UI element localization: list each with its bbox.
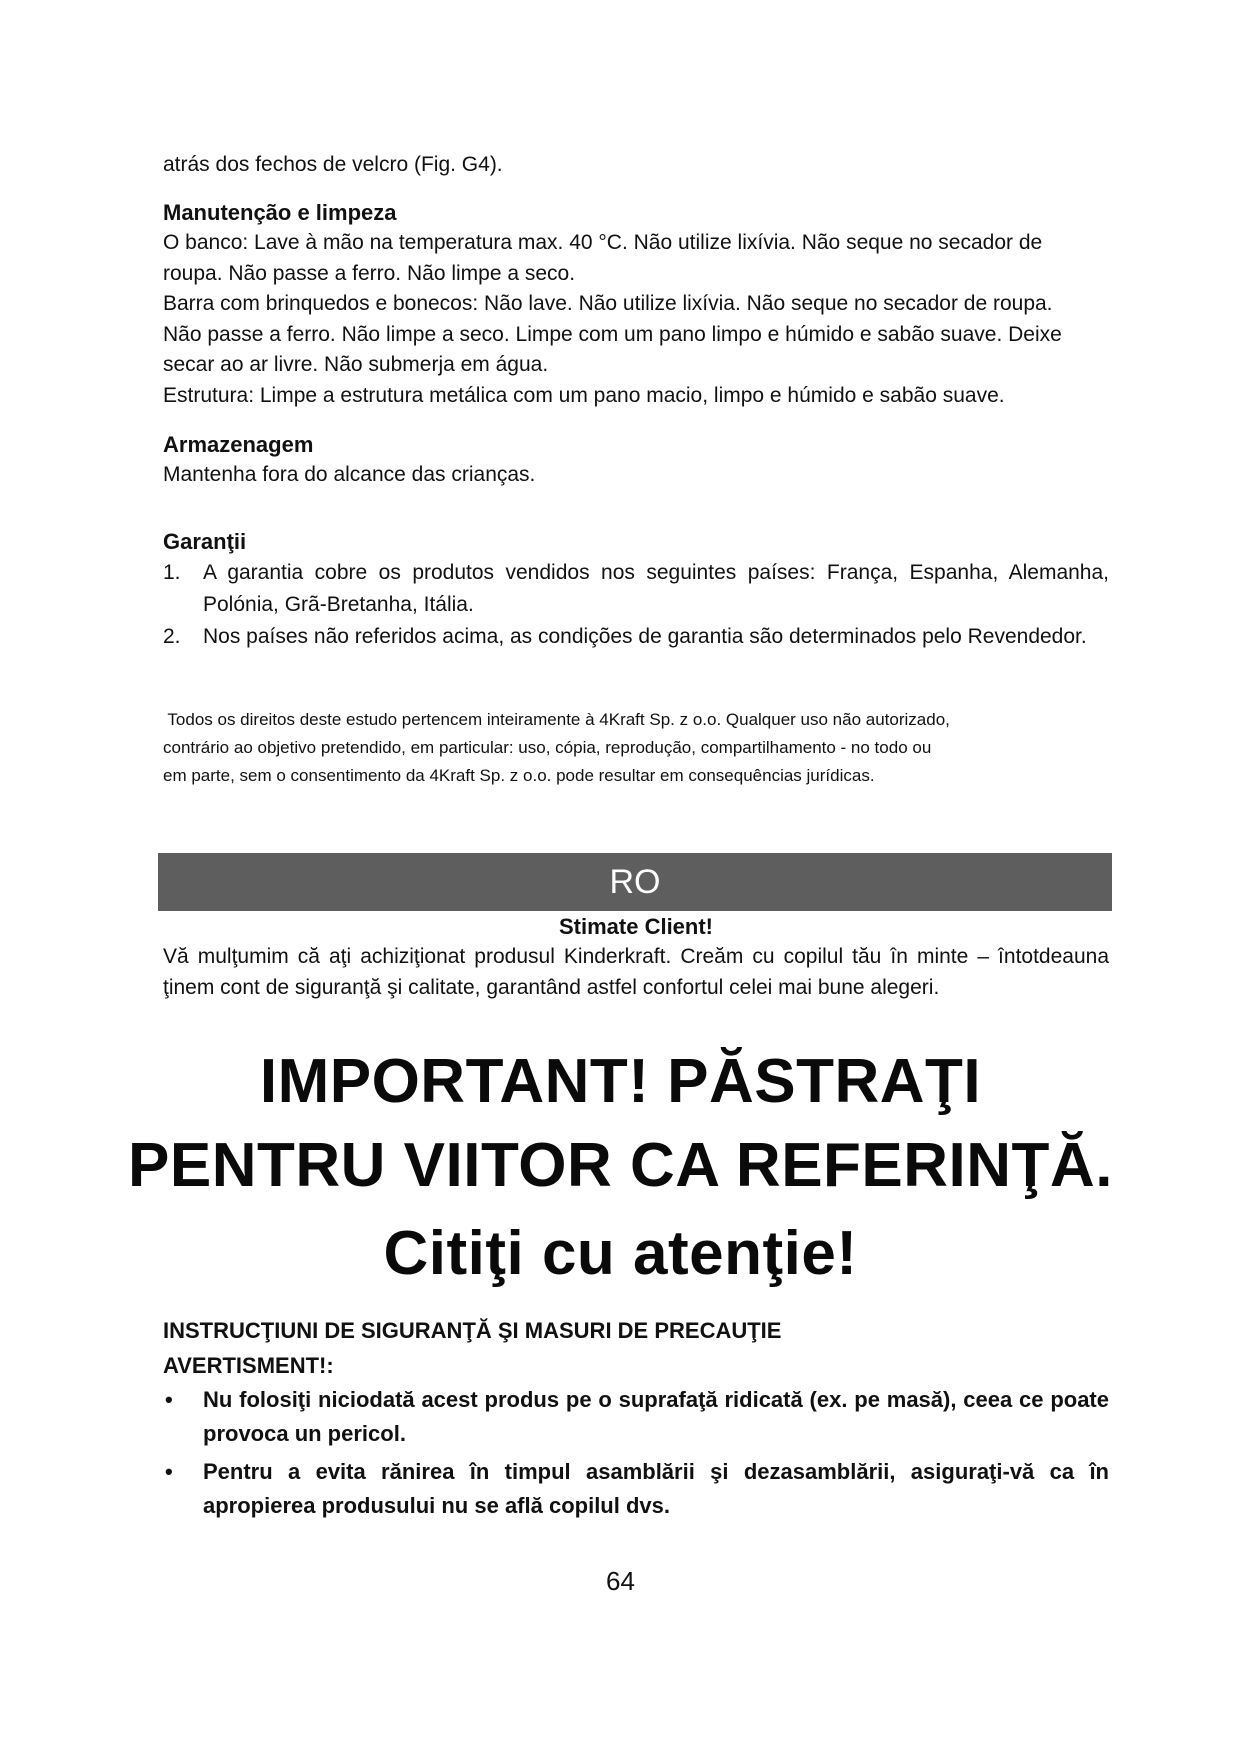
storage-heading: Armazenagem — [163, 432, 314, 457]
important-line: IMPORTANT! PĂSTRAŢI — [259, 1047, 982, 1116]
bullet-icon: • — [165, 1387, 173, 1412]
list-text: Pentru a evita rănirea în timpul asamblării şi dezasamblării, asiguraţi-vă ca în apropierea produsului nu se află copilul dvs. — [203, 1459, 1109, 1518]
safety-heading: INSTRUCŢIUNI DE SIGURANŢĂ ŞI MASURI DE PRECAUŢIE — [163, 1318, 782, 1343]
copyright-line: Todos os direitos deste estudo pertencem inteiramente à 4Kraft Sp. z o.o. Qualquer uso não autorizado, — [163, 710, 950, 729]
warranty-section — [163, 527, 1109, 653]
list-item — [163, 1383, 1109, 1451]
copyright-line: contrário ao objetivo pretendido, em particular: uso, cópia, reprodução, compartilhamento - no todo ou — [163, 738, 932, 757]
intro-line: atrás dos fechos de velcro (Fig. G4). — [163, 153, 503, 176]
list-text: Nos países não referidos acima, as condições de garantia são determinados pelo Revendedor. — [203, 625, 1087, 648]
warranty-heading: Garanţii — [163, 529, 247, 554]
language-banner: RO — [158, 853, 1112, 911]
maintenance-line: Não passe a ferro. Não limpe a seco. Limpe com um pano limpo e húmido e sabão suave. Deixe — [163, 322, 1062, 346]
greeting: Stimate Client! — [558, 914, 714, 939]
list-text: A garantia cobre os produtos vendidos nos seguintes países: França, Espanha, Alemanha, Polónia, Grã-Bretanha, Itália. — [203, 561, 1109, 616]
important-line: PENTRU VIITOR CA REFERINŢĂ. — [128, 1131, 1113, 1200]
important-line: Citiţi cu atenţie! — [383, 1219, 858, 1288]
safety-section — [163, 1313, 1109, 1523]
warranty-list — [163, 557, 1109, 653]
list-item — [163, 621, 1109, 653]
list-item — [163, 1455, 1109, 1523]
maintenance-line: roupa. Não passe a ferro. Não limpe a seco. — [163, 261, 576, 285]
maintenance-line: secar ao ar livre. Não submerja em água. — [163, 353, 549, 376]
ro-intro — [163, 912, 1109, 1003]
maintenance-section — [163, 198, 1109, 411]
maintenance-line: Estrutura: Limpe a estrutura metálica com um pano macio, limpo e húmido e sabão suave. — [163, 383, 1005, 407]
list-number: 1. — [163, 561, 181, 584]
bullet-icon: • — [165, 1459, 173, 1484]
page-number: 64 — [606, 1566, 635, 1596]
copyright-notice — [163, 706, 1109, 790]
list-text: Nu folosiţi niciodată acest produs pe o suprafaţă ridicată (ex. pe masă), ceea ce poate provoca un pericol. — [203, 1387, 1109, 1446]
list-number: 2. — [163, 625, 181, 648]
warning-list — [163, 1383, 1109, 1523]
ro-intro-text: Vă mulţumim că aţi achiziţionat produsul Kinderkraft. Creăm cu copilul tău în minte – întotdeauna ţinem cont de siguranţă şi calitate, garantând astfel confortul celei mai bune alegeri. — [163, 945, 1109, 999]
list-item — [163, 557, 1109, 621]
maintenance-line: Barra com brinquedos e bonecos: Não lave. Não utilize lixívia. Não seque no secador de roupa. — [163, 292, 1053, 315]
storage-section — [163, 430, 1109, 491]
storage-text: Mantenha fora do alcance das crianças. — [163, 463, 536, 486]
pt-intro — [163, 150, 1109, 181]
copyright-line: em parte, sem o consentimento da 4Kraft Sp. z o.o. pode resultar em consequências jurídicas. — [163, 766, 875, 785]
warning-label: AVERTISMENT!: — [163, 1353, 334, 1378]
maintenance-line: O banco: Lave à mão na temperatura max. 40 °C. Não utilize lixívia. Não seque no secador de — [163, 231, 1043, 254]
maintenance-heading: Manutenção e limpeza — [163, 200, 397, 225]
